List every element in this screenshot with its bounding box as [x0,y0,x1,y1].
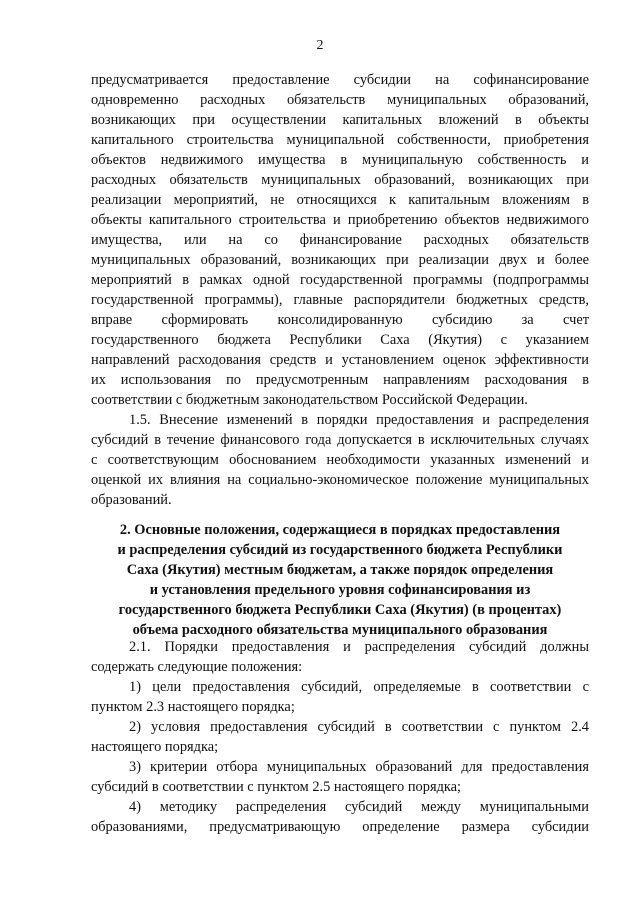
text-line: муниципальных образований, возникающих при реализации двух и более [91,252,589,268]
text-line: их использования по предусмотренным направлениям расходования в [91,372,589,388]
text-line: образованиями, предусматривающую определение размера субсидии [91,819,589,835]
section-2-heading [91,520,589,640]
text-line: 4) методику распределения субсидий между муниципальными [129,799,589,815]
paragraph-block-1 [91,70,589,510]
text-line: соответствии с бюджетным законодательством Российской Федерации. [91,392,528,408]
text-line: 2.1. Порядки предоставления и распределения субсидий должны [129,639,589,655]
text-line: субсидий в течение финансового года допускается в исключительных случаях [91,432,589,448]
heading-line: и установления предельного уровня софинансирования из [149,582,531,598]
list-item-2 [91,717,589,757]
list-item-3 [91,757,589,797]
list-item-1 [91,677,589,717]
text-line: капитального строительства муниципальной собственности, приобретения [91,132,589,148]
text-line: реализации мероприятий, не относящихся к капитальным вложениям в [91,192,589,208]
text-line: государственной программы), главные распорядители бюджетных средств, [91,292,589,308]
text-line: настоящего порядка; [91,739,219,755]
text-line: направлений расходования средств и установлением оценок эффективности [91,352,589,368]
heading-line: 2. Основные положения, содержащиеся в порядках предоставления [119,522,561,538]
text-line: одновременно расходных обязательств муниципальных образований, [91,92,589,108]
text-line: предусматривается предоставление субсидии на софинансирование [91,72,589,88]
text-line: оценкой их влияния на социально-экономическое положение муниципальных [91,472,589,488]
text-line: имущества, или на со финансирование расходных обязательств [91,232,589,248]
text-line: объекты капитального строительства и приобретению объектов недвижимого [91,212,589,228]
text-line: 1.5. Внесение изменений в порядки предоставления и распределения [129,412,589,428]
heading-line: и распределения субсидий из государственного бюджета Республики [117,542,563,558]
heading-line: государственного бюджета Республики Саха (Якутия) (в процентах) [118,602,562,618]
heading-line: объема расходного обязательства муниципального образования [132,622,548,638]
text-line: объектов недвижимого имущества в муниципальную собственность и [91,152,589,168]
text-line: пунктом 2.3 настоящего порядка; [91,699,295,715]
text-line: расходных обязательств муниципальных образований, возникающих при [91,172,589,188]
list-item-4 [91,797,589,837]
section-2-body [91,637,589,837]
text-line: 2) условия предоставления субсидий в соответствии с пунктом 2.4 [129,719,589,735]
text-line: 3) критерии отбора муниципальных образований для предоставления [129,759,589,775]
text-line: вправе сформировать консолидированную субсидию за счет [91,312,589,328]
text-line: государственного бюджета Республики Саха (Якутия) с указанием [91,332,589,348]
text-line: с соответствующим обоснованием необходимости указанных изменений и [91,452,589,468]
text-line: 1) цели предоставления субсидий, определяемые в соответствии с [129,679,589,695]
text-line: содержать следующие положения: [91,659,303,675]
paragraph-2-1 [91,637,589,677]
text-line: образований. [91,492,172,508]
page-number: 2 [316,38,324,53]
paragraph-1-5 [91,410,589,510]
text-line: субсидий в соответствии с пунктом 2.5 настоящего порядка; [91,779,462,795]
paragraph-1-4-continuation [91,70,589,410]
heading-line: Саха (Якутия) местным бюджетам, а также порядок определения [126,562,554,578]
text-line: возникающих при осуществлении капитальных вложений в объекты [91,112,589,128]
text-line: мероприятий в рамках одной государственной программы (подпрограммы [91,272,589,288]
